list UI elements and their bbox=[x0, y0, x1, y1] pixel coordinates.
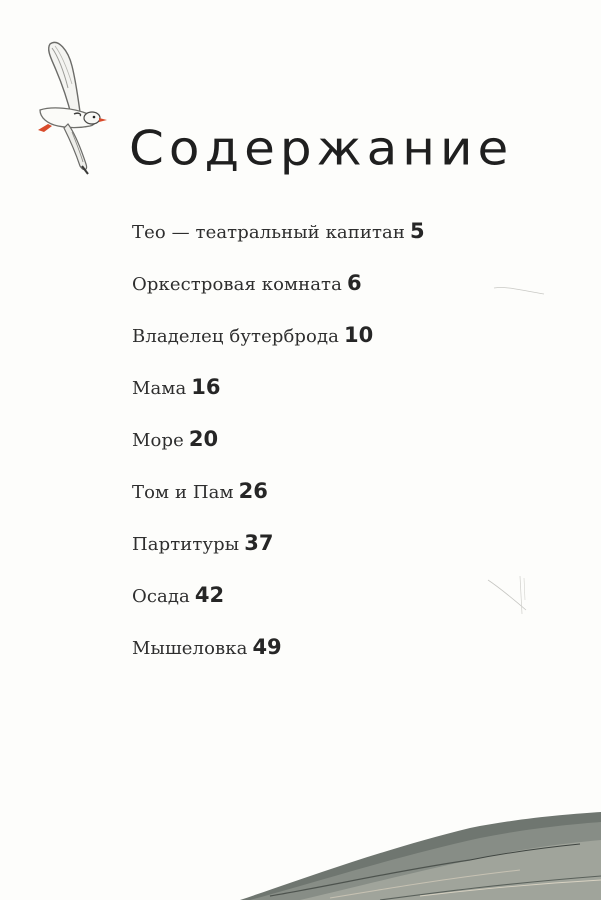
seagull-illustration bbox=[28, 36, 110, 176]
contents-heading: Содержание bbox=[129, 120, 514, 176]
toc-entry-page: 10 bbox=[343, 323, 374, 347]
landscape-illustration bbox=[0, 800, 601, 900]
toc-entry-page: 37 bbox=[244, 531, 274, 555]
toc-entry-page: 42 bbox=[194, 583, 225, 607]
toc-entry[interactable] bbox=[132, 318, 425, 370]
toc-entry-page: 49 bbox=[252, 635, 282, 659]
toc-entry-title: Том и Пам bbox=[132, 482, 234, 503]
toc-entry-title: Партитуры bbox=[132, 534, 240, 555]
toc-entry[interactable] bbox=[132, 526, 425, 578]
pencil-scribble bbox=[480, 570, 540, 620]
toc-entry-title: Мама bbox=[132, 378, 187, 399]
toc-entry-title: Оркестровая комната bbox=[132, 274, 342, 295]
table-of-contents bbox=[132, 214, 425, 682]
toc-entry-title: Осада bbox=[132, 586, 190, 607]
toc-entry[interactable] bbox=[132, 422, 425, 474]
toc-entry[interactable] bbox=[132, 214, 425, 266]
toc-entry-title: Владелец бутерброда bbox=[132, 326, 339, 347]
toc-entry-page: 26 bbox=[238, 479, 268, 503]
toc-entry[interactable] bbox=[132, 474, 425, 526]
toc-entry[interactable] bbox=[132, 266, 425, 318]
toc-entry[interactable] bbox=[132, 578, 425, 630]
toc-entry-page: 5 bbox=[409, 219, 425, 243]
toc-entry-page: 20 bbox=[188, 427, 219, 451]
toc-entry-title: Тео — театральный капитан bbox=[132, 222, 405, 243]
toc-entry[interactable] bbox=[132, 370, 425, 422]
toc-entry-page: 16 bbox=[191, 375, 221, 399]
pencil-scribble bbox=[490, 280, 550, 300]
toc-entry[interactable] bbox=[132, 630, 425, 682]
toc-entry-page: 6 bbox=[346, 271, 362, 295]
toc-entry-title: Мышеловка bbox=[132, 638, 248, 659]
toc-entry-title: Море bbox=[132, 430, 184, 451]
